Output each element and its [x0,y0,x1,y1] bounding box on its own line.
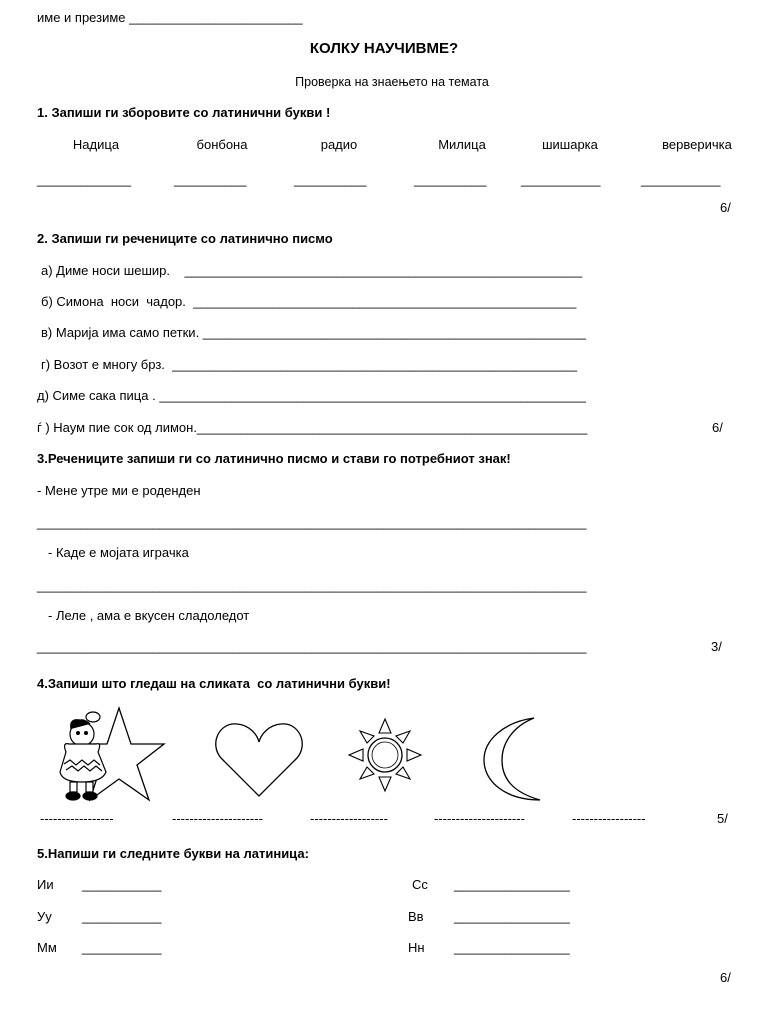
task5-letter: Вв [408,909,424,924]
task5-score: 6/ [720,970,731,985]
task1-answer-blank: __________ [294,172,367,187]
task1-answer-blank: __________ [414,172,487,187]
task4-answer-blank: ----------------- [572,811,646,826]
task2-score: 6/ [712,420,723,435]
task1-answer-blank: ___________ [641,172,721,187]
task3-answer-line: ____________________________________________________________________________ [37,515,587,530]
name-field-line: име и презиме ________________________ [37,10,303,25]
task5-answer-blank: ___________ [82,909,162,924]
task4-heading: 4.Запиши што гледаш на сликата со латинични букви! [37,676,391,691]
task4-score: 5/ [717,811,728,826]
task3-score: 3/ [711,639,722,654]
task4-answer-blank: --------------------- [172,811,263,826]
task2-sentence-line: б) Симона носи чадор. _____________________________________________________ [41,294,577,309]
task5-letter: Нн [408,940,425,955]
task5-letter: Уу [37,909,52,924]
task1-word: верверичка [662,137,732,152]
task2-heading: 2. Запиши ги речениците со латинично писмо [37,231,333,246]
task1-answer-blank: _____________ [37,172,131,187]
task2-sentence-line: ѓ ) Наум пие сок од лимон.______________________________________________________ [37,420,588,435]
star-icon [52,704,166,804]
task1-word: Милица [438,137,486,152]
task3-sentence: - Леле , ама е вкусен сладоледот [48,608,250,623]
task5-letter: Ии [37,877,54,892]
task5-heading: 5.Напиши ги следните букви на латиница: [37,846,309,861]
task3-sentence: - Мене утре ми е роденден [37,483,201,498]
task4-answer-blank: ----------------- [40,811,114,826]
task3-answer-line: ____________________________________________________________________________ [37,639,587,654]
task1-word: Надица [72,137,120,152]
task5-answer-blank: ___________ [82,877,162,892]
task1-word: радио [320,137,358,152]
heart-icon [213,720,305,798]
page-subtitle: Проверка на знаењето на темата [295,75,489,89]
sun-icon [346,713,426,797]
task2-sentence-line: д) Симе сака пица . ___________________________________________________________ [37,388,586,403]
task5-answer-blank: ___________ [82,940,162,955]
task2-sentence-line: а) Диме носи шешир. _______________________________________________________ [41,263,583,278]
moon-icon [482,716,554,802]
task3-heading: 3.Речениците запиши ги со латинично писмо и стави го потребниот знак! [37,451,511,466]
task1-answer-blank: __________ [174,172,247,187]
task4-answer-blank: ------------------ [310,811,388,826]
task1-heading: 1. Запиши ги зборовите со латинични букви ! [37,105,331,120]
task5-answer-blank: ________________ [454,940,570,955]
task3-answer-line: ____________________________________________________________________________ [37,578,587,593]
task2-sentence-line: в) Марија има само петки. _____________________________________________________ [41,325,586,340]
task1-score: 6/ [720,200,731,215]
task4-answer-blank: --------------------- [434,811,525,826]
task5-letter: Сс [412,877,428,892]
task1-answer-blank: ___________ [521,172,601,187]
task5-answer-blank: ________________ [454,909,570,924]
task3-sentence: - Каде е мојата играчка [48,545,189,560]
task5-letter: Мм [37,940,57,955]
task1-word: бонбона [196,137,248,152]
task5-answer-blank: ________________ [454,877,570,892]
page-title: КОЛКУ НАУЧИВМЕ? [309,40,459,57]
task2-sentence-line: г) Возот е многу брз. ________________________________________________________ [41,357,578,372]
task1-word: шишарка [542,137,598,152]
